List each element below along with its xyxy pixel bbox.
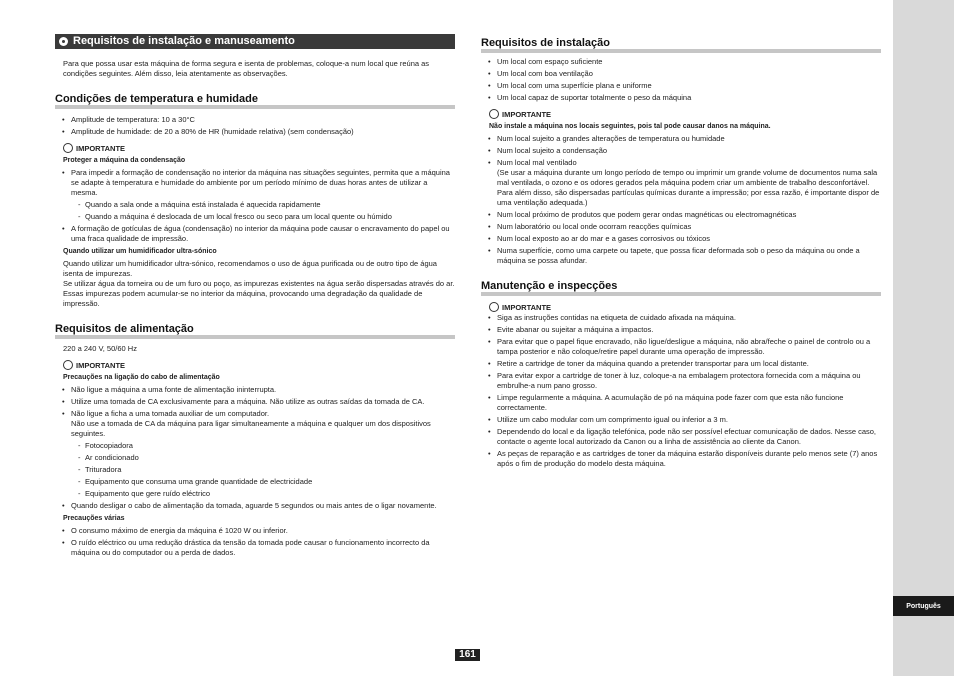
page-number: 161: [455, 649, 480, 661]
list-item-text: (Se usar a máquina durante um longo período de tempo ou imprimir um grande volume de documentos numa sala mal ventilada, o ozono e os odores gerados pela máquina podem criar um ambiente de trabalho desconfortável. Para além disso, são dispersadas partículas químicas durante a impressão; por essa razão, é importante dispor de uma ventilação adequada.): [497, 168, 880, 207]
important-note: [489, 109, 881, 119]
important-icon: [63, 143, 73, 153]
list-item: • Limpe regularmente a máquina. A acumulação de pó na máquina pode fazer com que esta não funcione correctamente.: [481, 393, 881, 413]
list-item: • Numa superfície, como uma carpete ou tapete, que possa ficar deformada sob o peso da máquina ou onde a máquina se possa afundar.: [481, 246, 881, 266]
list-item: • Um local com uma superfície plana e uniforme: [481, 81, 881, 91]
list-item: • Num local sujeito a condensação: [481, 146, 881, 156]
section-installation-heading: Requisitos de instalação: [481, 37, 881, 53]
list-item: • O consumo máximo de energia da máquina é 1020 W ou inferior.: [55, 526, 455, 536]
list-item: • Num laboratório ou local onde ocorram reacções químicas: [481, 222, 881, 232]
list-item: • Utilize um cabo modular com um comprimento igual ou inferior a 3 m.: [481, 415, 881, 425]
language-tab: Português: [893, 596, 954, 616]
list-item: • A formação de gotículas de água (condensação) no interior da máquina pode causar o encravamento do papel ou uma fraca qualidade de impressão.: [55, 224, 455, 244]
list-item: [481, 158, 881, 208]
left-column: [55, 34, 455, 560]
section-maintenance-heading: Manutenção e inspecções: [481, 280, 881, 296]
important-note: [63, 360, 455, 370]
list-item: • Para evitar que o papel fique encravado, não ligue/desligue a máquina, não abra/feche o painel de controlo ou a tampa posterior e não coloque/retire papel durante uma operação de impressão.: [481, 337, 881, 357]
important-icon: [489, 109, 499, 119]
intro-text: Para que possa usar esta máquina de forma segura e isenta de problemas, coloque-a num local que reúna as condições seguintes. Além disso, leia atentamente as observações.: [63, 59, 430, 78]
installation-warning: Não instale a máquina nos locais seguintes, pois tal pode causar danos na máquina.: [489, 123, 771, 130]
list-item-text: Não ligue a ficha a uma tomada auxiliar de um computador.: [71, 409, 270, 418]
important-note: [489, 302, 881, 312]
list-item: • Amplitude de temperatura: 10 a 30°C: [55, 115, 455, 125]
list-item: • Um local capaz de suportar totalmente o peso da máquina: [481, 93, 881, 103]
section-temperature-heading: Condições de temperatura e humidade: [55, 93, 455, 109]
list-item: • Quando desligar o cabo de alimentação da tomada, aguarde 5 segundos ou mais antes de o ligar novamente.: [55, 501, 455, 511]
bad-locations-list: [481, 134, 881, 266]
list-subitem: - Ar condicionado: [55, 453, 455, 463]
list-subitem: - Quando a máquina é deslocada de um local fresco ou seco para um local quente ou húmido: [55, 212, 455, 222]
voltage-text: 220 a 240 V, 50/60 Hz: [63, 344, 137, 353]
list-item: • Siga as instruções contidas na etiqueta de cuidado afixada na máquina.: [481, 313, 881, 323]
list-item: • O ruído eléctrico ou uma redução drástica da tensão da tomada pode causar o funcionamento incorrecto da máquina ou do computador ou a perda de dados.: [55, 538, 455, 558]
subheading-condensation: Proteger a máquina da condensação: [63, 157, 186, 164]
condensation-list: [55, 168, 455, 244]
important-label: IMPORTANTE: [502, 109, 552, 119]
list-item: [55, 409, 455, 439]
list-item: • Para evitar expor a cartridge de toner à luz, coloque-a na embalagem protectora fornecida com a máquina ou embrulhe-a num pano grosso.: [481, 371, 881, 391]
list-item: • Utilize uma tomada de CA exclusivamente para a máquina. Não utilize as outras saídas da tomada de CA.: [55, 397, 455, 407]
important-icon: [63, 360, 73, 370]
list-item: • Num local exposto ao ar do mar e a gases corrosivos ou tóxicos: [481, 234, 881, 244]
list-item: • Num local sujeito a grandes alterações de temperatura ou humidade: [481, 134, 881, 144]
humidifier-text-2: Se utilizar água da torneira ou de um furo ou poço, as impurezas existentes na água serão dispersadas através do ar. Essas impurezas podem acumular-se no interior da máquina, provocando uma degradação da qualidade de impressão.: [63, 279, 455, 308]
chapter-title-bar: [55, 34, 455, 49]
list-item: • Evite abanar ou sujeitar a máquina a impactos.: [481, 325, 881, 335]
installation-list: [481, 57, 881, 103]
list-item: • Num local próximo de produtos que podem gerar ondas magnéticas ou electromagnéticas: [481, 210, 881, 220]
gear-icon: [59, 37, 68, 46]
important-note: [63, 143, 455, 153]
list-item: • Um local com boa ventilação: [481, 69, 881, 79]
power-list: [55, 385, 455, 511]
list-subitem: - Equipamento que gere ruído eléctrico: [55, 489, 455, 499]
list-item: • Dependendo do local e da ligação telefónica, pode não ser possível efectuar comunicação de dados. Nesse caso, contacte o agente local autorizado da Canon ou a linha de assistência ao cliente da Canon.: [481, 427, 881, 447]
list-item-text: Não use a tomada de CA da máquina para ligar simultaneamente a máquina e qualquer um dos dispositivos seguintes.: [71, 419, 431, 438]
chapter-title: Requisitos de instalação e manuseamento: [73, 35, 295, 47]
list-item-text: Num local mal ventilado: [497, 158, 577, 167]
subheading-humidifier: Quando utilizar um humidificador ultra-sónico: [63, 248, 217, 255]
list-item: • Retire a cartridge de toner da máquina quando a pretender transportar para um local distante.: [481, 359, 881, 369]
list-item: • Para impedir a formação de condensação no interior da máquina nas situações seguintes, permita que a máquina se adapte à temperatura e humidade do ambiente por um período mínimo de duas horas antes de utilizar a mesma.: [55, 168, 455, 198]
humidifier-text: Quando utilizar um humidificador ultra-sónico, recomendamos o uso de água purificada ou de outro tipo de água isenta de impurezas.: [63, 259, 437, 278]
list-subitem: - Trituradora: [55, 465, 455, 475]
subheading-power-cable: Precauções na ligação do cabo de alimentação: [63, 374, 220, 381]
list-item: • Um local com espaço suficiente: [481, 57, 881, 67]
list-item: • Não ligue a máquina a uma fonte de alimentação ininterrupta.: [55, 385, 455, 395]
misc-list: [55, 526, 455, 558]
important-icon: [489, 302, 499, 312]
list-item: • Amplitude de humidade: de 20 a 80% de HR (humidade relativa) (sem condensação): [55, 127, 455, 137]
list-subitem: - Quando a sala onde a máquina está instalada é aquecida rapidamente: [55, 200, 455, 210]
right-column: [481, 34, 881, 471]
subheading-misc: Precauções várias: [63, 515, 125, 522]
important-label: IMPORTANTE: [502, 302, 552, 312]
important-label: IMPORTANTE: [76, 143, 126, 153]
section-power-heading: Requisitos de alimentação: [55, 323, 455, 339]
list-subitem: - Equipamento que consuma uma grande quantidade de electricidade: [55, 477, 455, 487]
side-margin-band: [893, 0, 954, 676]
list-item: • As peças de reparação e as cartridges de toner da máquina estarão disponíveis durante pelo menos sete (7) anos após o fim de produção do modelo desta máquina.: [481, 449, 881, 469]
important-label: IMPORTANTE: [76, 360, 126, 370]
temperature-list: [55, 115, 455, 137]
maintenance-list: [481, 313, 881, 469]
list-subitem: - Fotocopiadora: [55, 441, 455, 451]
